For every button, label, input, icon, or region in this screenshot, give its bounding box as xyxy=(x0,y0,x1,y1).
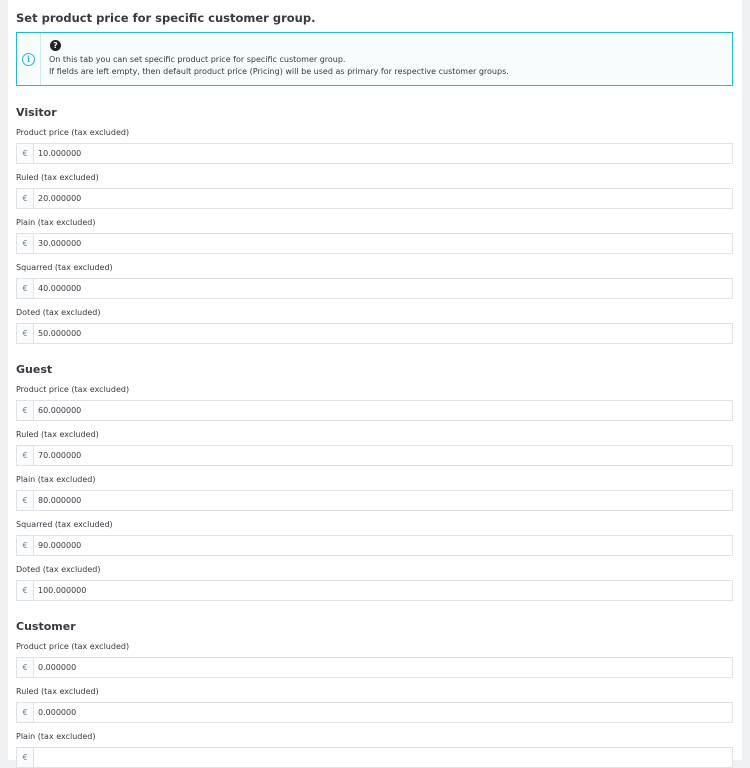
price-input-group xyxy=(16,400,733,421)
field-label: Product price (tax excluded) xyxy=(16,642,130,651)
price-input[interactable] xyxy=(34,446,732,465)
price-input-group xyxy=(16,747,733,768)
price-input[interactable] xyxy=(34,279,732,298)
price-input[interactable] xyxy=(34,703,732,722)
price-input-group xyxy=(16,323,733,344)
currency-addon: € xyxy=(17,401,34,420)
field-label: Plain (tax excluded) xyxy=(16,218,96,227)
field-label: Product price (tax excluded) xyxy=(16,128,130,137)
alert-icon-strip xyxy=(17,33,41,85)
price-input-group xyxy=(16,143,733,164)
price-input-group xyxy=(16,535,733,556)
group-title-guest: Guest xyxy=(16,363,53,376)
currency-addon: € xyxy=(17,703,34,722)
price-input-group xyxy=(16,188,733,209)
page-title: Set product price for specific customer group. xyxy=(16,11,316,25)
price-input[interactable] xyxy=(34,401,732,420)
price-input[interactable] xyxy=(34,491,732,510)
currency-addon: € xyxy=(17,491,34,510)
price-input[interactable] xyxy=(34,658,732,677)
price-input-group xyxy=(16,580,733,601)
price-input[interactable] xyxy=(34,144,732,163)
field-label: Plain (tax excluded) xyxy=(16,732,96,741)
field-label: Product price (tax excluded) xyxy=(16,385,130,394)
group-title-visitor: Visitor xyxy=(16,106,57,119)
currency-addon: € xyxy=(17,324,34,343)
price-input-group xyxy=(16,233,733,254)
currency-addon: € xyxy=(17,189,34,208)
group-pricing-panel xyxy=(8,0,742,760)
alert-text-line-2: If fields are left empty, then default product price (Pricing) will be used as primary for respective customer groups. xyxy=(49,67,509,76)
field-label: Squarred (tax excluded) xyxy=(16,263,113,272)
currency-addon: € xyxy=(17,144,34,163)
field-label: Ruled (tax excluded) xyxy=(16,430,99,439)
currency-addon: € xyxy=(17,234,34,253)
group-title-customer: Customer xyxy=(16,620,76,633)
field-label: Doted (tax excluded) xyxy=(16,565,101,574)
price-input-group xyxy=(16,657,733,678)
info-icon: i xyxy=(22,53,35,66)
price-input-group xyxy=(16,445,733,466)
field-label: Plain (tax excluded) xyxy=(16,475,96,484)
price-input[interactable] xyxy=(34,324,732,343)
currency-addon: € xyxy=(17,446,34,465)
currency-addon: € xyxy=(17,748,34,767)
question-icon: ? xyxy=(50,40,61,51)
currency-addon: € xyxy=(17,279,34,298)
info-alert xyxy=(16,32,733,86)
price-input-group xyxy=(16,490,733,511)
price-input[interactable] xyxy=(34,748,732,767)
price-input-group xyxy=(16,278,733,299)
price-input[interactable] xyxy=(34,581,732,600)
price-input[interactable] xyxy=(34,536,732,555)
price-input-group xyxy=(16,702,733,723)
currency-addon: € xyxy=(17,536,34,555)
price-input[interactable] xyxy=(34,234,732,253)
field-label: Ruled (tax excluded) xyxy=(16,687,99,696)
currency-addon: € xyxy=(17,658,34,677)
field-label: Squarred (tax excluded) xyxy=(16,520,113,529)
field-label: Ruled (tax excluded) xyxy=(16,173,99,182)
price-input[interactable] xyxy=(34,189,732,208)
alert-text-line-1: On this tab you can set specific product price for specific customer group. xyxy=(49,55,346,64)
currency-addon: € xyxy=(17,581,34,600)
field-label: Doted (tax excluded) xyxy=(16,308,101,317)
